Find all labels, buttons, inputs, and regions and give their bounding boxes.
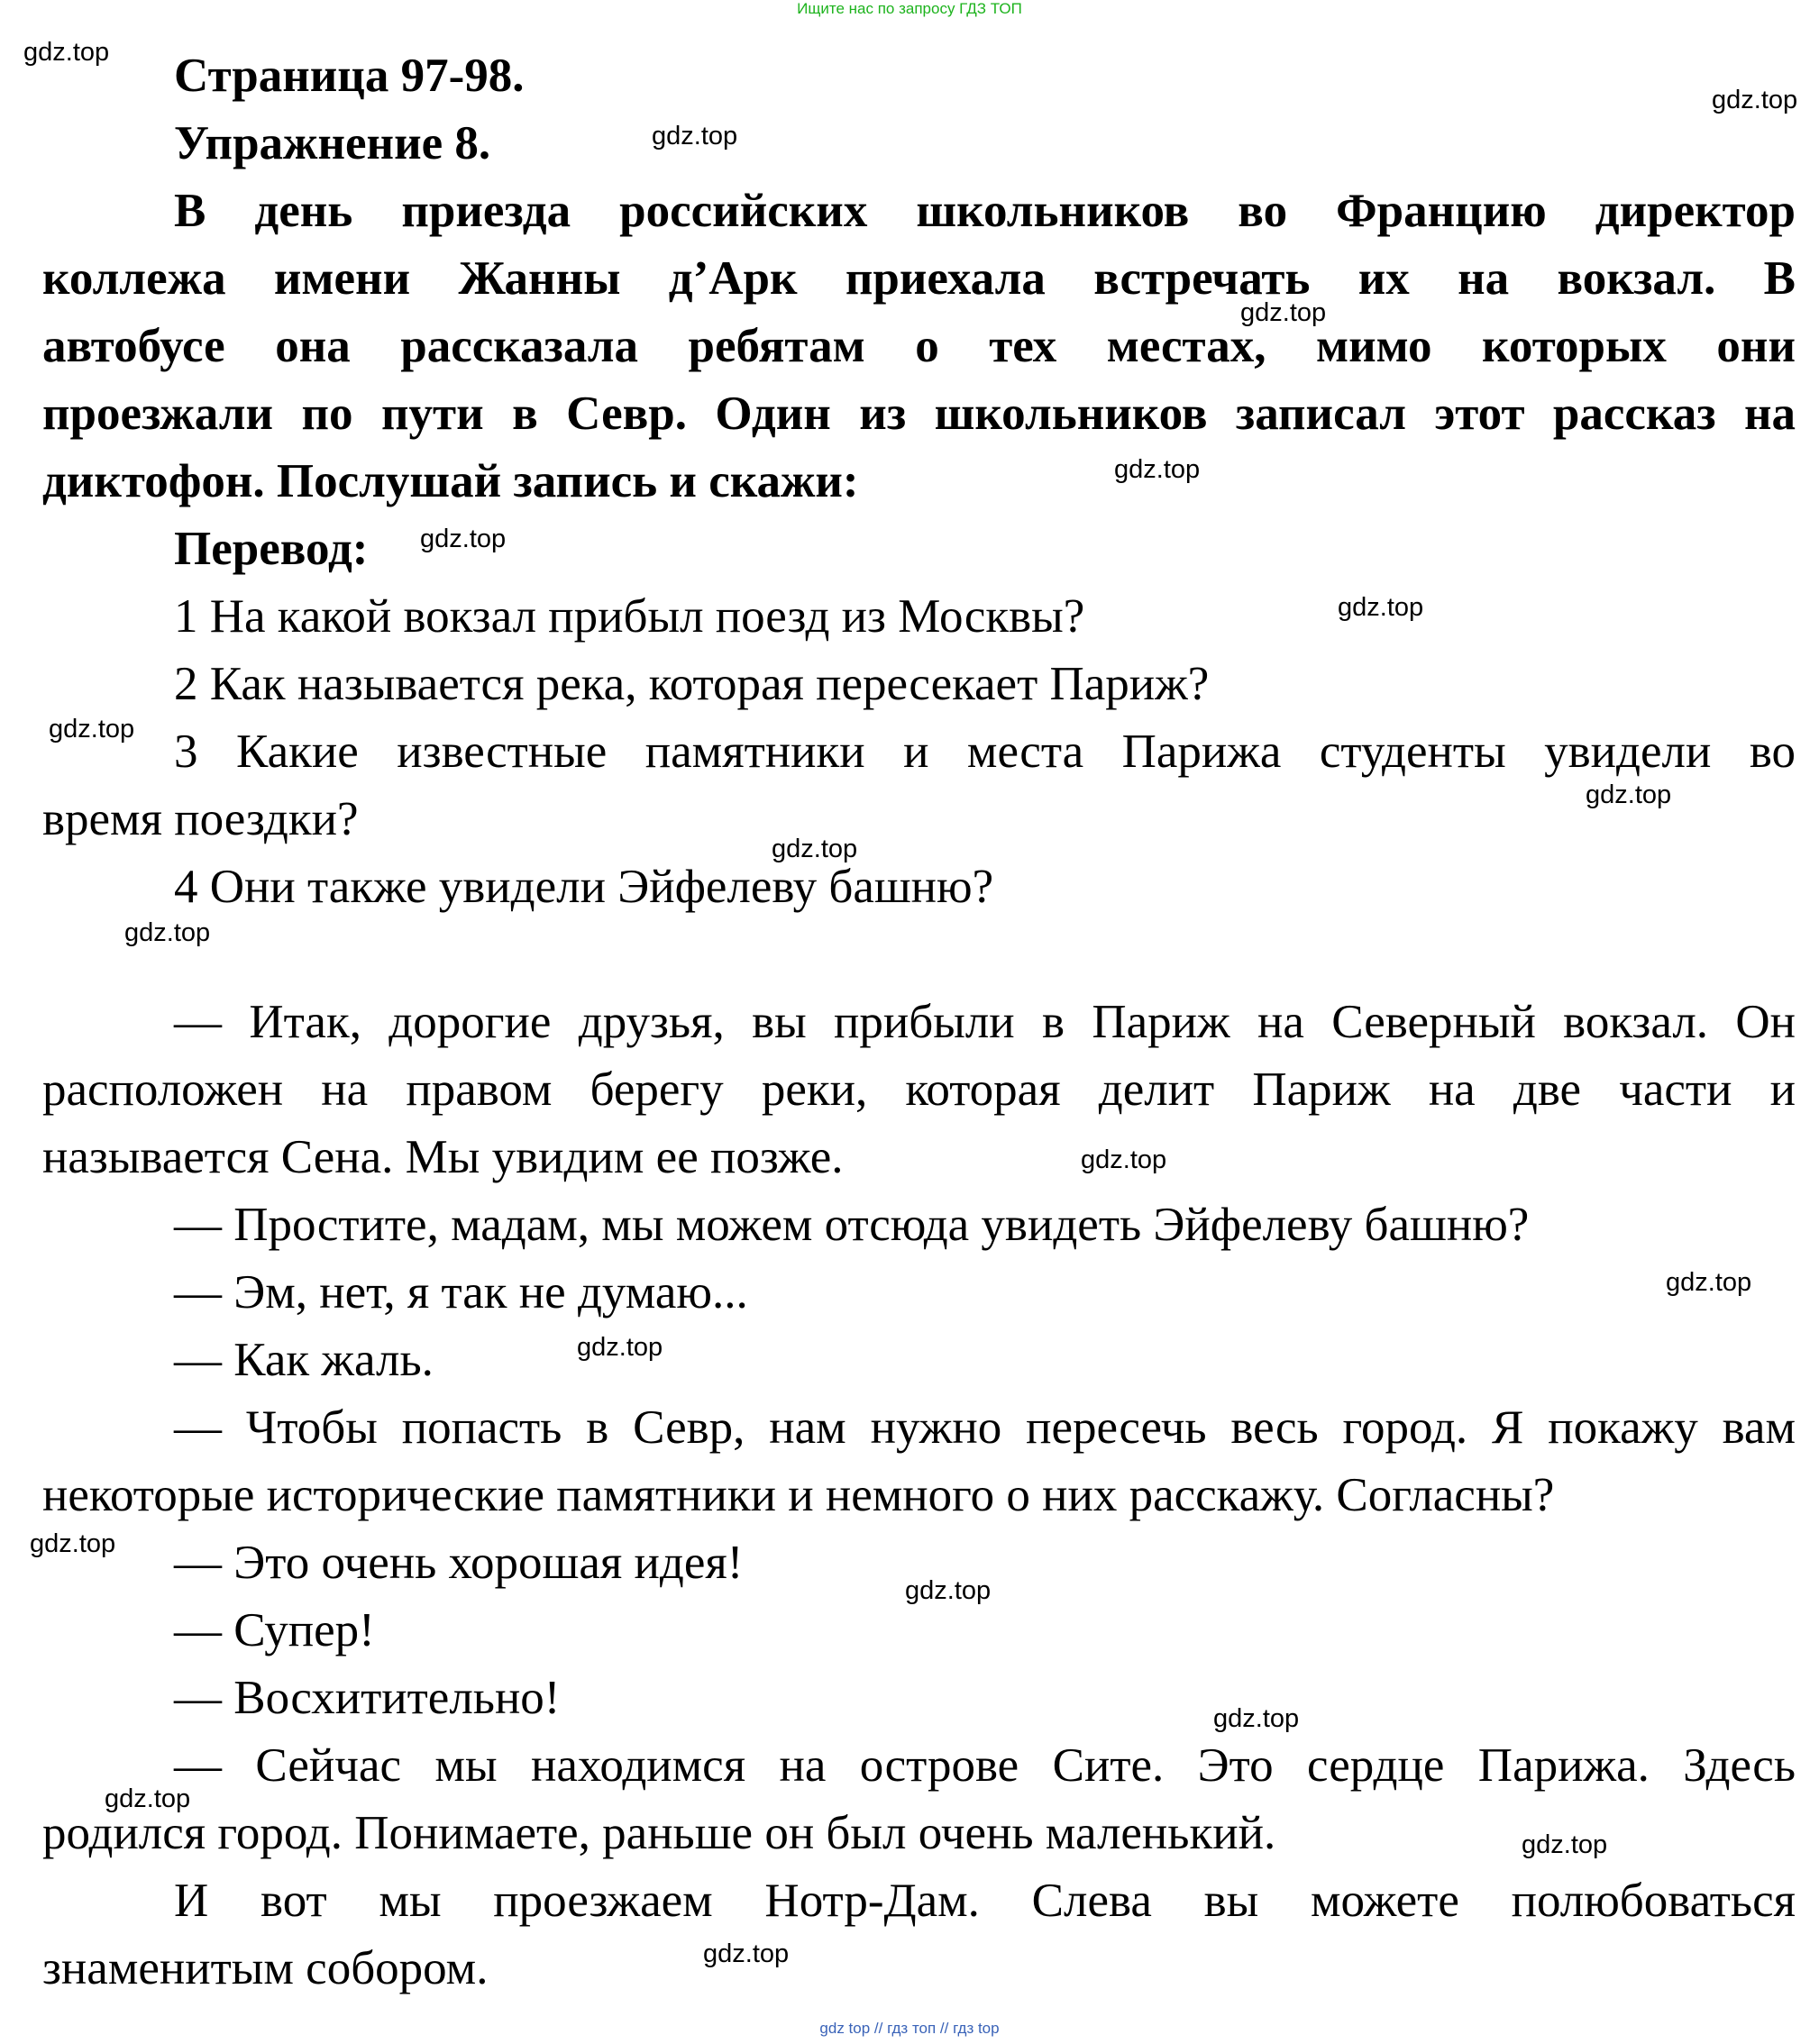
question-3-cont: время поездки? — [42, 793, 359, 845]
task-line: проезжали по пути в Севр. Один из школьников записал этот рассказ на — [42, 388, 1796, 440]
watermark: gdz.top — [1081, 1145, 1167, 1174]
dialogue-line: — Как жаль. — [174, 1334, 434, 1386]
watermark: gdz.top — [124, 918, 211, 947]
dialogue-line: некоторые исторические памятники и немного о них расскажу. Согласны? — [42, 1469, 1555, 1521]
dialogue-line: родился город. Понимаете, раньше он был очень маленький. — [42, 1807, 1276, 1859]
watermark: gdz.top — [577, 1333, 663, 1362]
dialogue-line: — Чтобы попасть в Севр, нам нужно пересечь весь город. Я покажу вам — [174, 1401, 1796, 1454]
page-title: Страница 97-98. — [174, 50, 525, 102]
watermark: gdz.top — [1114, 455, 1201, 484]
watermark: gdz.top — [30, 1529, 116, 1558]
watermark: gdz.top — [1240, 298, 1327, 327]
dialogue-line: — Простите, мадам, мы можем отсюда увидеть Эйфелеву башню? — [174, 1199, 1530, 1251]
task-line: коллежа имени Жанны д’Арк приехала встречать их на вокзал. В — [42, 252, 1796, 305]
dialogue-line: — Восхитительно! — [174, 1672, 561, 1724]
question-1: 1 На какой вокзал прибыл поезд из Москвы? — [174, 590, 1085, 643]
dialogue-line: — Сейчас мы находимся на острове Сите. Это сердце Парижа. Здесь — [174, 1739, 1796, 1792]
watermark: gdz.top — [1522, 1830, 1608, 1859]
watermark: gdz.top — [1338, 593, 1424, 622]
footer-note: gdz top // гдз топ // гдз top — [819, 2020, 1000, 2037]
dialogue-line: — Это очень хорошая идея! — [174, 1537, 744, 1589]
dialogue-line: расположен на правом берегу реки, которая делит Париж на две части и — [42, 1063, 1796, 1116]
watermark: gdz.top — [105, 1784, 191, 1813]
question-4: 4 Они также увидели Эйфелеву башню? — [174, 861, 994, 913]
header-note: Ищите нас по запросу ГДЗ ТОП — [797, 0, 1022, 17]
task-line: В день приезда российских школьников во Францию директор — [174, 185, 1796, 237]
watermark: gdz.top — [772, 835, 858, 863]
translation-heading: Перевод: — [174, 523, 369, 575]
dialogue-line: называется Сена. Мы увидим ее позже. — [42, 1131, 844, 1183]
dialogue-line: — Супер! — [174, 1604, 375, 1656]
watermark: gdz.top — [703, 1939, 790, 1968]
dialogue-line: — Эм, нет, я так не думаю... — [174, 1266, 748, 1319]
watermark: gdz.top — [1666, 1268, 1752, 1297]
watermark: gdz.top — [23, 38, 110, 67]
task-line: диктофон. Послушай запись и скажи: — [42, 455, 859, 507]
exercise-title: Упражнение 8. — [174, 117, 491, 169]
dialogue-line: И вот мы проезжаем Нотр-Дам. Слева вы можете полюбоваться — [174, 1875, 1796, 1927]
watermark: gdz.top — [49, 715, 135, 744]
dialogue-line: — Итак, дорогие друзья, вы прибыли в Париж на Северный вокзал. Он — [174, 996, 1796, 1048]
watermark: gdz.top — [1586, 780, 1672, 809]
watermark: gdz.top — [1712, 86, 1798, 114]
question-2: 2 Как называется река, которая пересекает Париж? — [174, 658, 1210, 710]
watermark: gdz.top — [905, 1576, 992, 1605]
dialogue-line: знаменитым собором. — [42, 1942, 489, 1994]
watermark: gdz.top — [420, 525, 507, 553]
task-line: автобусе она рассказала ребятам о тех местах, мимо которых они — [42, 320, 1796, 372]
question-3: 3 Какие известные памятники и места Парижа студенты увидели во — [174, 725, 1796, 778]
watermark: gdz.top — [1213, 1704, 1300, 1733]
watermark: gdz.top — [652, 122, 738, 151]
